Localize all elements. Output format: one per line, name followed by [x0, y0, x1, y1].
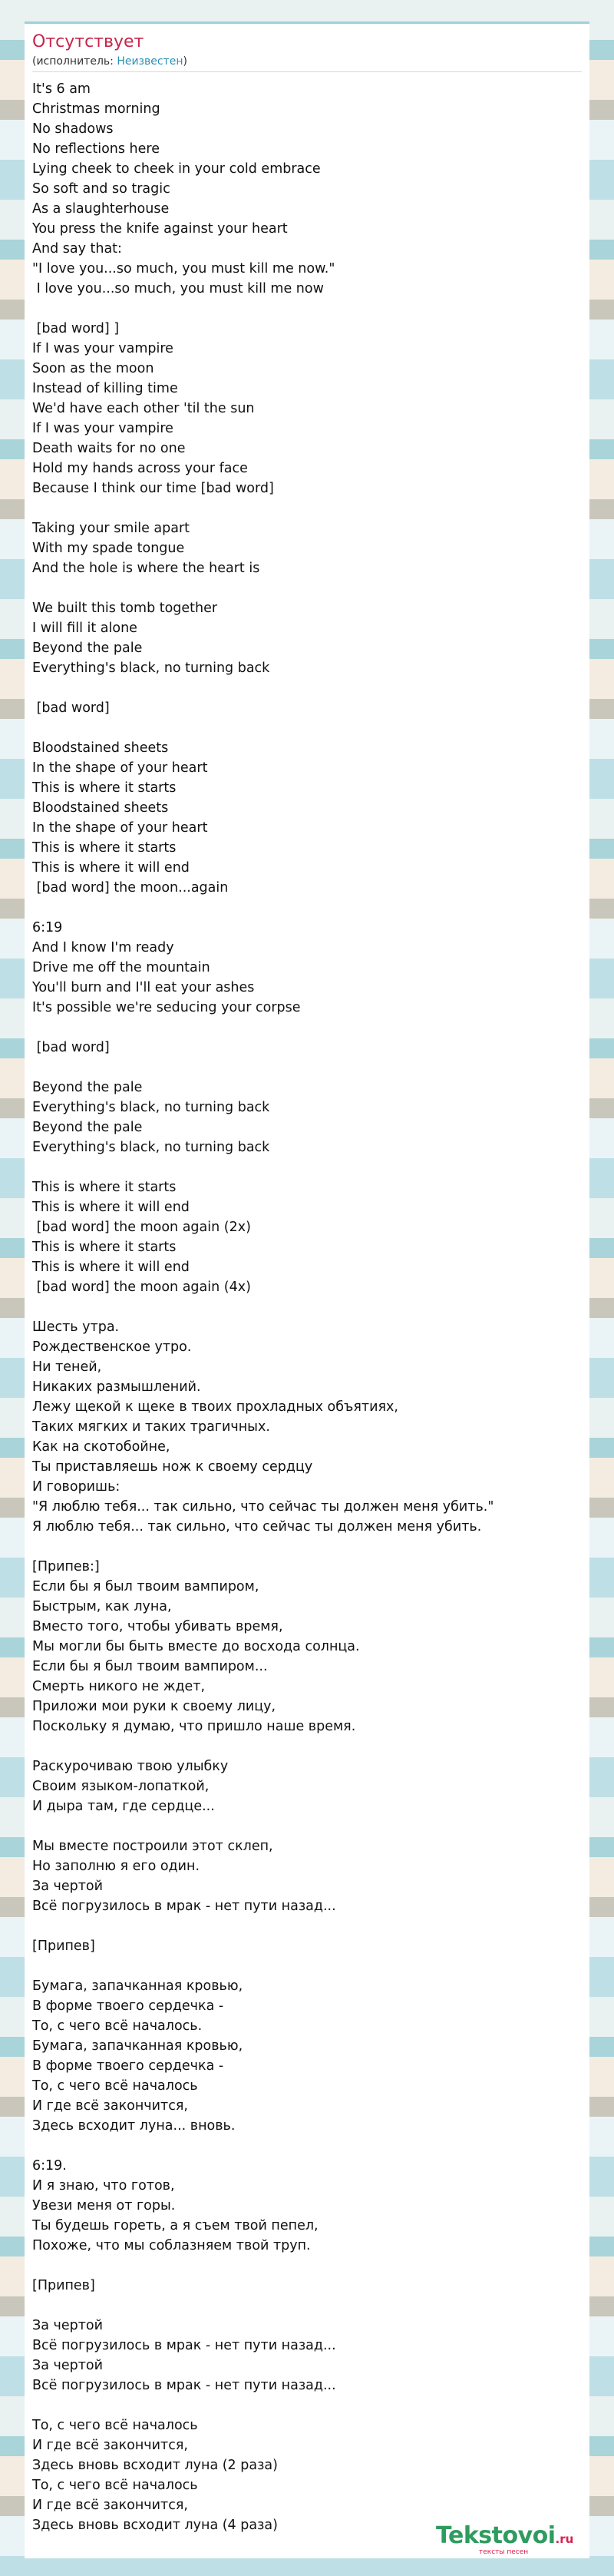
- lyric-line: Instead of killing time: [32, 381, 178, 396]
- lyric-blank-line: [32, 498, 582, 518]
- artist-suffix: ): [183, 55, 187, 68]
- artist-prefix: (исполнитель:: [32, 55, 117, 68]
- lyric-line: Быстрым, как луна,: [32, 1599, 172, 1614]
- lyrics-text: [32, 79, 582, 2535]
- lyric-line: In the shape of your heart: [32, 760, 208, 776]
- lyric-line: Everything's black, no turning back: [32, 1100, 270, 1115]
- artist-link[interactable]: Неизвестен: [117, 55, 183, 68]
- logo-main-text: Tekstovoi: [436, 2522, 556, 2549]
- lyric-line: [bad word] the moon...again: [32, 880, 229, 896]
- lyric-line: И где всё закончится,: [32, 2498, 188, 2513]
- lyric-line: And the hole is where the heart is: [32, 561, 260, 576]
- lyric-line: Но заполню я его один.: [32, 1859, 200, 1874]
- lyric-line: We built this tomb together: [32, 601, 218, 616]
- lyric-line: This is where it starts: [32, 1240, 177, 1255]
- lyric-line: Hold my hands across your face: [32, 461, 248, 476]
- lyric-line: With my spade tongue: [32, 541, 185, 556]
- lyric-line: Если бы я был твоим вампиром,: [32, 1579, 259, 1594]
- lyric-blank-line: [32, 2136, 582, 2156]
- lyric-line: Рождественское утро.: [32, 1339, 192, 1355]
- lyric-line: Всё погрузилось в мрак - нет пути назад...: [32, 2378, 336, 2393]
- lyric-line: Death waits for no one: [32, 441, 186, 456]
- lyric-line: [bad word] the moon again (4x): [32, 1280, 251, 1295]
- artist-line: [32, 55, 187, 68]
- lyric-line: Beyond the pale: [32, 1080, 143, 1095]
- lyric-line: За чертой: [32, 2318, 103, 2333]
- lyric-line: No shadows: [32, 121, 114, 137]
- lyric-blank-line: [32, 2396, 582, 2415]
- lyric-line: And say that:: [32, 241, 122, 257]
- lyric-line: Мы вместе построили этот склеп,: [32, 1839, 273, 1854]
- lyric-line: Смерть никого не ждет,: [32, 1679, 206, 1694]
- lyric-line: [bad word]: [32, 700, 110, 716]
- lyric-line: Я люблю тебя... так сильно, что сейчас ты должен меня убить.: [32, 1519, 482, 1535]
- lyric-line: This is where it will end: [32, 1260, 190, 1275]
- lyric-line: [bad word] ]: [32, 321, 120, 336]
- lyric-line: Увези меня от горы.: [32, 2198, 176, 2213]
- lyric-line: No reflections here: [32, 141, 160, 157]
- lyric-line: Таких мягких и таких трагичных.: [32, 1419, 270, 1435]
- lyric-line: This is where it starts: [32, 840, 177, 856]
- lyric-blank-line: [32, 1737, 582, 1757]
- lyric-line: [bad word]: [32, 1040, 110, 1055]
- lyric-line: Beyond the pale: [32, 641, 143, 656]
- lyric-line: We'd have each other 'til the sun: [32, 401, 255, 416]
- lyric-line: It's 6 am: [32, 81, 91, 97]
- lyric-blank-line: [32, 299, 582, 319]
- lyric-line: И дыра там, где сердце...: [32, 1799, 215, 1814]
- lyric-line: То, с чего всё началось: [32, 2418, 198, 2433]
- lyric-line: И говоришь:: [32, 1479, 120, 1495]
- lyric-line: В форме твоего сердечка -: [32, 1998, 224, 2014]
- logo-tld: .ru: [555, 2532, 574, 2546]
- lyric-line: То, с чего всё началось: [32, 2478, 198, 2493]
- logo-tagline: тексты песен: [479, 2548, 529, 2556]
- lyric-line: Здесь вновь всходит луна (2 раза): [32, 2458, 278, 2473]
- lyric-line: Ты будешь гореть, а я съем твой пепел,: [32, 2218, 319, 2233]
- lyric-line: You'll burn and I'll eat your ashes: [32, 980, 255, 995]
- lyric-blank-line: [32, 1956, 582, 1976]
- lyric-line: Вместо того, чтобы убивать время,: [32, 1619, 283, 1634]
- lyric-blank-line: [32, 578, 582, 598]
- lyric-line: I love you...so much, you must kill me now: [32, 281, 324, 296]
- lyric-line: As a slaughterhouse: [32, 201, 170, 217]
- lyric-line: Бумага, запачканная кровью,: [32, 2038, 243, 2054]
- lyric-line: Как на скотобойне,: [32, 1439, 170, 1455]
- lyric-blank-line: [32, 898, 582, 918]
- lyric-line: Beyond the pale: [32, 1120, 143, 1135]
- lyric-line: [Припев]: [32, 2278, 95, 2293]
- lyric-line: Soon as the moon: [32, 361, 154, 376]
- lyric-line: Здесь всходит луна... вновь.: [32, 2118, 236, 2134]
- lyric-line: Мы могли бы быть вместе до восхода солнца.: [32, 1639, 360, 1654]
- header-divider: [32, 71, 582, 72]
- lyric-blank-line: [32, 1058, 582, 1078]
- lyric-line: Taking your smile apart: [32, 521, 190, 536]
- lyric-line: Всё погрузилось в мрак - нет пути назад...: [32, 1899, 336, 1914]
- song-title: Отсутствует: [32, 32, 144, 51]
- lyric-line: This is where it starts: [32, 1180, 177, 1195]
- lyric-line: За чертой: [32, 2358, 103, 2373]
- lyric-line: Здесь вновь всходит луна (4 раза): [32, 2518, 278, 2533]
- lyric-blank-line: [32, 1297, 582, 1317]
- lyric-line: [Припев:]: [32, 1559, 100, 1574]
- lyric-line: И где всё закончится,: [32, 2438, 188, 2453]
- lyrics-panel: [25, 22, 589, 2558]
- lyric-line: Своим языком-лопаткой,: [32, 1779, 210, 1794]
- lyric-line: 6:19: [32, 920, 63, 935]
- lyric-line: Похоже, что мы соблазняем твой труп.: [32, 2238, 311, 2253]
- lyric-line: If I was your vampire: [32, 341, 173, 356]
- lyric-line: This is where it will end: [32, 1200, 190, 1215]
- lyric-line: "I love you...so much, you must kill me now.": [32, 261, 335, 276]
- lyric-line: [Припев]: [32, 1939, 95, 1954]
- lyric-line: Если бы я был твоим вампиром...: [32, 1659, 268, 1674]
- lyric-line: За чертой: [32, 1879, 103, 1894]
- lyric-line: You press the knife against your heart: [32, 221, 288, 237]
- lyric-blank-line: [32, 2296, 582, 2316]
- lyric-blank-line: [32, 678, 582, 698]
- lyric-blank-line: [32, 1157, 582, 1177]
- lyric-line: It's possible we're seducing your corpse: [32, 1000, 301, 1015]
- lyric-line: And I know I'm ready: [32, 940, 174, 955]
- lyric-line: [bad word] the moon again (2x): [32, 1220, 251, 1235]
- lyric-line: If I was your vampire: [32, 421, 173, 436]
- lyric-blank-line: [32, 718, 582, 738]
- lyric-blank-line: [32, 1018, 582, 1038]
- lyric-line: Поскольку я думаю, что пришло наше время.: [32, 1719, 356, 1734]
- lyric-line: Всё погрузилось в мрак - нет пути назад...: [32, 2338, 336, 2353]
- lyric-line: Everything's black, no turning back: [32, 661, 270, 676]
- lyric-line: То, с чего всё началось: [32, 2078, 198, 2094]
- lyric-line: In the shape of your heart: [32, 820, 208, 836]
- lyric-line: Drive me off the mountain: [32, 960, 210, 975]
- lyric-line: Ты приставляешь нож к своему сердцу: [32, 1459, 313, 1475]
- lyric-line: Бумага, запачканная кровью,: [32, 1978, 243, 1994]
- lyric-blank-line: [32, 1916, 582, 1936]
- lyric-line: 6:19.: [32, 2158, 67, 2174]
- lyric-blank-line: [32, 2256, 582, 2276]
- site-logo[interactable]: [436, 2523, 589, 2557]
- lyric-line: Christmas morning: [32, 101, 160, 117]
- lyric-line: Ни теней,: [32, 1359, 102, 1375]
- lyric-line: So soft and so tragic: [32, 181, 170, 197]
- lyric-line: Everything's black, no turning back: [32, 1140, 270, 1155]
- lyric-line: Приложи мои руки к своему лицу,: [32, 1699, 276, 1714]
- lyric-blank-line: [32, 1816, 582, 1836]
- lyric-line: Раскурочиваю твою улыбку: [32, 1759, 229, 1774]
- lyric-line: Шесть утра.: [32, 1319, 120, 1335]
- lyric-line: И где всё закончится,: [32, 2098, 188, 2114]
- lyric-line: Bloodstained sheets: [32, 800, 169, 816]
- lyric-line: I will fill it alone: [32, 621, 137, 636]
- lyric-line: И я знаю, что готов,: [32, 2178, 175, 2194]
- lyric-line: This is where it starts: [32, 780, 177, 796]
- lyric-line: Because I think our time [bad word]: [32, 481, 274, 496]
- lyric-line: В форме твоего сердечка -: [32, 2058, 224, 2074]
- lyric-line: То, с чего всё началось.: [32, 2018, 203, 2034]
- lyric-line: Bloodstained sheets: [32, 740, 169, 756]
- lyric-line: Никаких размышлений.: [32, 1379, 201, 1395]
- lyric-line: Lying cheek to cheek in your cold embrace: [32, 161, 321, 177]
- lyric-line: This is where it will end: [32, 860, 190, 876]
- lyric-line: "Я люблю тебя... так сильно, что сейчас ты должен меня убить.": [32, 1499, 494, 1515]
- lyric-blank-line: [32, 1537, 582, 1557]
- lyric-line: Лежу щекой к щеке в твоих прохладных объятиях,: [32, 1399, 398, 1415]
